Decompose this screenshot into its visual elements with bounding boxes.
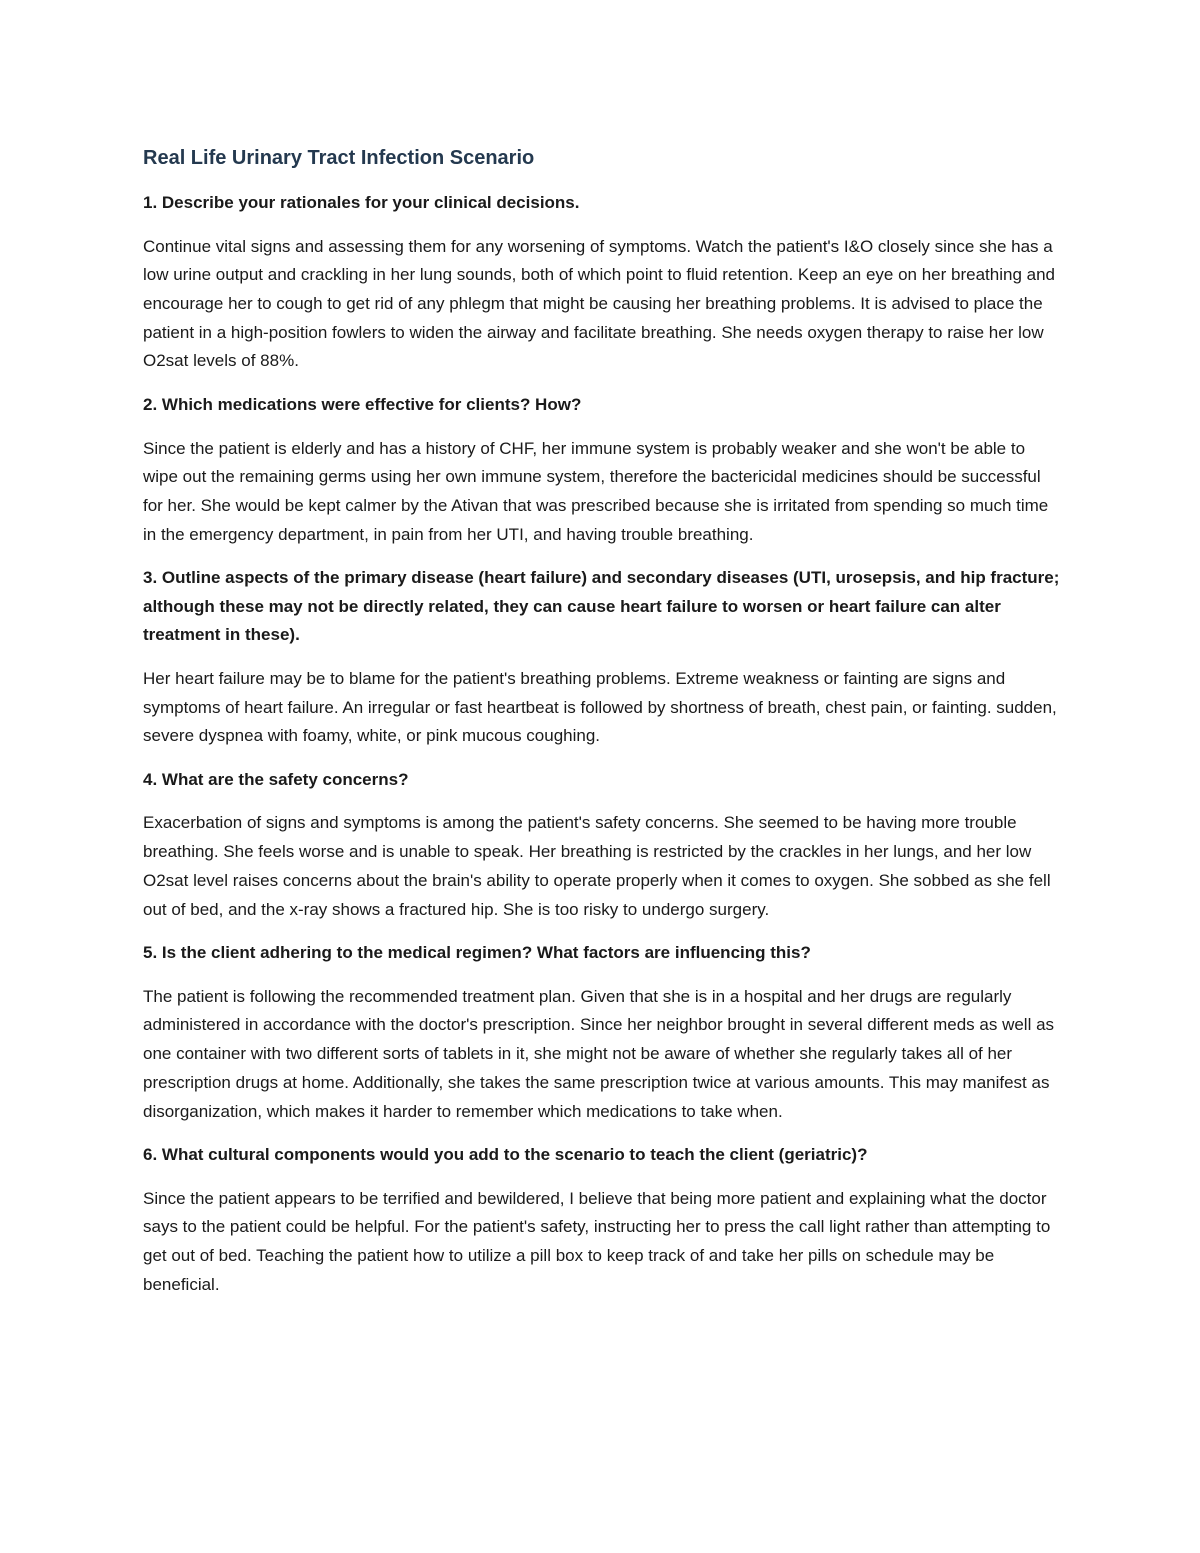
question-heading: 5. Is the client adhering to the medical regimen? What factors are influencing this? [143,943,811,963]
answer-paragraph: Her heart failure may be to blame for the patient's breathing problems. Extreme weakness or fainting are signs and symptoms of heart failure. An irregular or fast heartbeat is followed by shortness of breath, chest pain, or fainting. sudden, severe dyspnea with foamy, white, or pink mucous coughing. [143,668,1057,746]
question-heading: 4. What are the safety concerns? [143,769,409,789]
question-heading: 3. Outline aspects of the primary disease (heart failure) and secondary diseases (UTI, urosepsis, and hip fracture; although these may not be directly related, they can cause heart failure to worsen or heart failure can alter treatment in these). [143,568,1060,645]
document-title: Real Life Urinary Tract Infection Scenario [143,147,535,169]
section-1 [143,189,1063,376]
answer-paragraph: Since the patient is elderly and has a history of CHF, her immune system is probably weaker and she won't be able to wipe out the remaining germs using her own immune system, therefore the bactericidal medicines should be successful for her. She would be kept calmer by the Ativan that was prescribed because she is irritated from spending so much time in the emergency department, in pain from her UTI, and having trouble breathing. [143,438,1049,544]
section-5 [143,939,1063,1126]
answer-paragraph: Since the patient appears to be terrified and bewildered, I believe that being more patient and explaining what the doctor says to the patient could be helpful. For the patient's safety, instructing her to press the call light rather than attempting to get out of bed. Teaching the patient how to utilize a pill box to keep track of and take her pills on schedule may be beneficial. [143,1188,1051,1294]
section-4 [143,766,1063,924]
answer-paragraph: Exacerbation of signs and symptoms is among the patient's safety concerns. She seemed to be having more trouble breathing. She feels worse and is unable to speak. Her breathing is restricted by the crackles in her lungs, and her low O2sat level raises concerns about the brain's ability to operate properly when it comes to oxygen. She sobbed as she fell out of bed, and the x-ray shows a fractured hip. She is too risky to undergo surgery. [143,813,1051,919]
section-3 [143,564,1063,751]
answer-paragraph: The patient is following the recommended treatment plan. Given that she is in a hospital and her drugs are regularly administered in accordance with the doctor's prescription. Since her neighbor brought in several different meds as well as one container with two different sorts of tablets in it, she might not be aware of whether she regularly takes all of her prescription drugs at home. Additionally, she takes the same prescription twice at various amounts. This may manifest as disorganization, which makes it harder to remember which medications to take when. [143,986,1055,1121]
question-heading: 6. What cultural components would you add to the scenario to teach the client (geriatric)? [143,1145,868,1165]
question-heading: 1. Describe your rationales for your clinical decisions. [143,193,580,212]
question-heading: 2. Which medications were effective for clients? How? [143,395,582,415]
document-page [143,144,1063,1315]
section-6 [143,1141,1063,1299]
answer-paragraph: Continue vital signs and assessing them for any worsening of symptoms. Watch the patient's I&O closely since she has a low urine output and crackling in her lung sounds, both of which point to fluid retention. Keep an eye on her breathing and encourage her to cough to get rid of any phlegm that might be causing her breathing problems. It is advised to place the patient in a high-position fowlers to widen the airway and facilitate breathing. She needs oxygen therapy to raise her low O2sat levels of 88%. [143,236,1055,371]
section-2 [143,391,1063,549]
